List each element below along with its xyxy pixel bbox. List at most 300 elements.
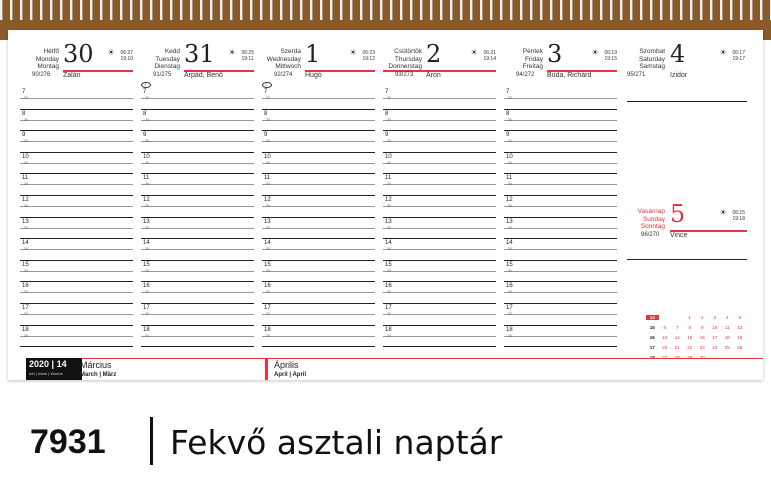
half-hour-line [504, 292, 617, 293]
hour-label: 8 [385, 110, 389, 117]
calendar-date: 16 [699, 334, 705, 340]
week-number: 15 [649, 324, 655, 330]
calendar-date: 13 [662, 334, 668, 340]
month-march: Március March | März [80, 360, 117, 378]
half-hour-line [20, 141, 133, 142]
hour-label: 18 [264, 326, 271, 333]
hour-label: 7 [506, 89, 510, 95]
half-hour-line [383, 184, 496, 185]
half-hour-line [383, 292, 496, 293]
hour-label: 7 [22, 89, 26, 95]
calendar-date: 23 [699, 344, 705, 350]
half-hour-label: 30 [145, 160, 149, 165]
hour-label: 13 [385, 218, 392, 225]
half-hour-line [504, 184, 617, 185]
hour-row[interactable] [141, 131, 254, 153]
hour-label: 14 [22, 240, 29, 247]
hour-row[interactable] [262, 196, 375, 218]
hour-label: 11 [506, 175, 513, 182]
hour-label: 12 [22, 196, 29, 203]
hour-row[interactable] [141, 282, 254, 304]
half-hour-line [383, 160, 496, 165]
day-names: Kedd Tuesday Dienstag [154, 48, 180, 70]
calendar-date: 15 [687, 334, 693, 340]
half-hour-line [383, 117, 496, 122]
calendar-date: 9 [700, 324, 704, 330]
half-hour-label: 30 [508, 290, 512, 295]
hour-row[interactable] [20, 326, 133, 348]
calendar-date: 1 [688, 314, 691, 320]
hour-row[interactable] [383, 88, 496, 110]
half-hour-label: 30 [387, 290, 391, 295]
half-hour-label: 30 [24, 139, 28, 144]
calendar-page [8, 30, 763, 380]
half-hour-line [20, 160, 133, 165]
hour-lines [504, 88, 617, 347]
hour-row[interactable] [20, 174, 133, 196]
hour-row[interactable] [20, 131, 133, 153]
product-caption [0, 395, 771, 487]
day-header [383, 40, 496, 80]
hour-row[interactable] [141, 261, 254, 283]
caption-separator [150, 417, 153, 465]
half-hour-line [20, 292, 133, 293]
half-hour-label: 30 [508, 268, 512, 273]
hour-label: 10 [385, 153, 392, 160]
hour-row[interactable] [262, 88, 375, 110]
sun-icon: ☀ [107, 48, 115, 57]
half-hour-line [504, 160, 617, 165]
day-number: 3 [547, 40, 563, 68]
nameday: Zalán [63, 72, 81, 79]
half-hour-label: 30 [387, 117, 391, 122]
half-hour-label: 30 [24, 203, 28, 208]
hour-label: 18 [143, 326, 150, 333]
hour-label: 18 [385, 326, 392, 333]
week-number: 14 [646, 315, 659, 320]
calendar-date: 10 [712, 324, 718, 330]
calendar-date: 20 [662, 344, 668, 350]
calendar-date: 3 [713, 314, 716, 320]
hour-row[interactable] [262, 261, 375, 283]
hour-row[interactable] [20, 196, 133, 218]
footer-rule [26, 358, 763, 359]
hour-label: 16 [143, 283, 150, 290]
half-hour-line [262, 117, 375, 122]
hour-label: 17 [385, 304, 392, 311]
half-hour-label: 30 [387, 247, 391, 252]
hour-row[interactable] [383, 218, 496, 240]
half-hour-line [262, 98, 375, 99]
hour-row[interactable] [504, 131, 617, 153]
half-hour-label: 30 [24, 333, 28, 338]
half-hour-line [141, 141, 254, 142]
half-hour-label: 30 [145, 182, 149, 187]
sun-times: ☀ 06:21 19:14 [470, 48, 496, 62]
half-hour-label: 30 [145, 225, 149, 230]
sun-times: ☀ 06:19 19:15 [591, 48, 617, 62]
half-hour-line [262, 333, 375, 338]
hour-row[interactable] [383, 282, 496, 304]
hour-row[interactable] [262, 239, 375, 261]
half-hour-line [504, 141, 617, 142]
product-code: 7931 [30, 423, 106, 461]
hour-label: 18 [22, 326, 29, 333]
hour-row[interactable] [20, 88, 133, 110]
sun-times: ☀ 06:17 19:17 [719, 48, 745, 62]
hour-label: 9 [385, 132, 389, 139]
hour-row[interactable] [141, 174, 254, 196]
nameday: Hugó [305, 72, 322, 79]
hour-row[interactable] [504, 218, 617, 240]
hour-label: 14 [143, 240, 150, 247]
sun-times: ☀ 06:25 19:11 [228, 48, 254, 62]
mini-calendar [646, 312, 756, 362]
hour-label: 16 [506, 283, 513, 290]
calendar-date: 21 [674, 344, 680, 350]
hour-row[interactable] [383, 196, 496, 218]
half-hour-label: 30 [145, 290, 149, 295]
hour-row[interactable] [262, 131, 375, 153]
half-hour-line [383, 141, 496, 142]
day-of-year: 95/271 [627, 72, 646, 78]
half-hour-label: 30 [24, 290, 28, 295]
half-hour-line [504, 249, 617, 250]
hour-row[interactable] [20, 110, 133, 132]
nameday: Buda, Richárd [547, 72, 592, 79]
half-hour-label: 30 [266, 96, 270, 100]
year-week-label [26, 358, 82, 380]
hour-row[interactable] [383, 153, 496, 175]
half-hour-label: 30 [387, 333, 391, 338]
half-hour-line [20, 184, 133, 185]
day-names: Szombat Saturday Samstag [638, 48, 665, 70]
hour-row[interactable] [504, 282, 617, 304]
hour-label: 8 [506, 110, 510, 117]
half-hour-line [504, 203, 617, 208]
day-column [20, 30, 133, 352]
day-number: 30 [63, 40, 94, 68]
half-hour-line [504, 98, 617, 99]
day-header [141, 40, 254, 87]
hour-label: 14 [264, 240, 271, 247]
week-legend: hét | week | Woche [29, 371, 63, 376]
hour-label: 11 [385, 175, 392, 182]
half-hour-label: 30 [24, 182, 28, 187]
half-hour-line [262, 225, 375, 230]
hour-row[interactable] [20, 218, 133, 240]
day-column [262, 30, 375, 352]
hour-row[interactable] [141, 304, 254, 326]
calendar-date: 6 [663, 324, 666, 330]
half-hour-label: 30 [266, 203, 270, 208]
day-names: Péntek Friday Freitag [522, 48, 543, 70]
half-hour-label: 30 [508, 117, 512, 122]
spiral-rings [0, 0, 771, 20]
day-number: 5 [670, 200, 686, 228]
hour-row[interactable] [504, 196, 617, 218]
writing-line[interactable] [627, 88, 747, 102]
hour-label: 7 [143, 89, 147, 95]
half-hour-line [504, 225, 617, 230]
calendar-date: 18 [724, 334, 730, 340]
mini-calendar-row [646, 332, 756, 342]
half-hour-label: 30 [266, 311, 270, 316]
hour-row[interactable] [20, 153, 133, 175]
sun-times: ☀ 06:27 19:10 [107, 48, 133, 62]
hour-row[interactable] [141, 110, 254, 132]
half-hour-label: 30 [508, 96, 512, 100]
hour-row[interactable] [141, 218, 254, 240]
half-hour-label: 30 [24, 225, 28, 230]
hour-label: 13 [264, 218, 271, 225]
month-divider [265, 358, 268, 380]
half-hour-label: 30 [24, 160, 28, 165]
half-hour-label: 30 [145, 247, 149, 252]
half-hour-line [504, 333, 617, 338]
half-hour-line [262, 249, 375, 250]
footer-bar [8, 358, 763, 380]
sunday-header [627, 200, 753, 240]
saturday-header [627, 40, 753, 80]
moon-phase-icon: ☾ [141, 82, 151, 88]
hour-label: 7 [264, 89, 268, 95]
calendar-date: 26 [737, 344, 743, 350]
hour-row[interactable] [504, 239, 617, 261]
half-hour-line [262, 141, 375, 142]
day-of-year: 91/275 [153, 72, 172, 78]
half-hour-label: 30 [266, 182, 270, 187]
hour-label: 12 [264, 196, 271, 203]
day-number: 31 [184, 40, 215, 68]
day-number: 1 [305, 40, 321, 68]
hour-row[interactable] [383, 326, 496, 348]
half-hour-label: 30 [387, 139, 391, 144]
half-hour-line [383, 249, 496, 250]
hour-label: 10 [143, 153, 150, 160]
half-hour-label: 30 [24, 268, 28, 273]
half-hour-label: 30 [266, 225, 270, 230]
mini-calendar-row [646, 322, 756, 332]
half-hour-label: 30 [145, 333, 149, 338]
half-hour-label: 30 [145, 268, 149, 273]
hour-row[interactable] [262, 304, 375, 326]
hour-row[interactable] [141, 196, 254, 218]
calendar-date: 25 [724, 344, 730, 350]
half-hour-line [20, 203, 133, 208]
hour-row[interactable] [504, 174, 617, 196]
half-hour-label: 30 [508, 139, 512, 144]
calendar-date: 19 [737, 334, 743, 340]
half-hour-line [141, 268, 254, 273]
hour-row[interactable] [504, 326, 617, 348]
sun-times: ☀ 06:23 19:12 [349, 48, 375, 62]
sun-icon: ☀ [719, 48, 727, 57]
sun-icon: ☀ [591, 48, 599, 57]
half-hour-label: 30 [387, 225, 391, 230]
calendar-date: 11 [724, 324, 730, 330]
half-hour-line [262, 184, 375, 185]
half-hour-line [141, 160, 254, 165]
hour-row[interactable] [262, 110, 375, 132]
hour-row[interactable] [20, 261, 133, 283]
half-hour-line [20, 98, 133, 99]
month-april: Április April | April [274, 360, 307, 378]
hour-row[interactable] [383, 174, 496, 196]
calendar-date: 30 [699, 354, 705, 360]
half-hour-label: 30 [387, 96, 391, 100]
hour-label: 15 [22, 261, 29, 268]
hour-label: 13 [506, 218, 513, 225]
half-hour-line [504, 117, 617, 122]
half-hour-line [504, 268, 617, 273]
sunday-lines [627, 246, 747, 260]
half-hour-label: 30 [145, 203, 149, 208]
hour-label: 15 [264, 261, 271, 268]
hour-row[interactable] [262, 282, 375, 304]
hour-row[interactable] [141, 153, 254, 175]
writing-line[interactable] [627, 246, 747, 260]
hour-label: 15 [506, 261, 513, 268]
hour-label: 11 [22, 175, 29, 182]
hour-row[interactable] [262, 326, 375, 348]
half-hour-label: 30 [24, 96, 28, 100]
half-hour-line [262, 311, 375, 316]
hour-lines [262, 88, 375, 347]
hour-label: 13 [143, 218, 150, 225]
hour-label: 11 [143, 175, 150, 182]
calendar-date: 8 [688, 324, 691, 330]
nameday: Árpád, Benő [184, 72, 223, 79]
half-hour-line [20, 268, 133, 273]
calendar-date: 22 [687, 344, 693, 350]
day-header [20, 40, 133, 80]
hour-row[interactable] [141, 239, 254, 261]
hour-label: 8 [22, 110, 26, 117]
hour-row[interactable] [504, 304, 617, 326]
calendar-date: 17 [712, 334, 718, 340]
half-hour-line [141, 117, 254, 122]
half-hour-line [383, 333, 496, 338]
day-names: Szerda Wednesday Mittwoch [266, 48, 301, 70]
hour-row[interactable] [383, 261, 496, 283]
mini-calendar-row [646, 342, 756, 352]
hour-row[interactable] [504, 261, 617, 283]
half-hour-label: 30 [266, 160, 270, 165]
half-hour-label: 30 [266, 290, 270, 295]
product-title: Fekvő asztali naptár [170, 423, 503, 462]
hour-label: 9 [506, 132, 510, 139]
hour-row[interactable] [20, 239, 133, 261]
hour-row[interactable] [504, 110, 617, 132]
half-hour-label: 30 [145, 139, 149, 144]
half-hour-line [141, 203, 254, 208]
half-hour-line [20, 117, 133, 122]
hour-row[interactable] [262, 174, 375, 196]
half-hour-line [141, 333, 254, 338]
day-number: 2 [426, 40, 442, 68]
half-hour-label: 30 [266, 117, 270, 122]
hour-label: 10 [22, 153, 29, 160]
day-of-year: 90/276 [32, 72, 51, 78]
hour-row[interactable] [20, 304, 133, 326]
half-hour-label: 30 [24, 311, 28, 316]
hour-label: 18 [506, 326, 513, 333]
half-hour-label: 30 [387, 268, 391, 273]
hour-lines [383, 88, 496, 347]
hour-row[interactable] [383, 131, 496, 153]
calendar-date: 29 [687, 354, 693, 360]
hour-label: 10 [264, 153, 271, 160]
hour-row[interactable] [383, 304, 496, 326]
half-hour-line [383, 268, 496, 273]
calendar-date: 24 [712, 344, 718, 350]
sun-icon: ☀ [719, 208, 727, 217]
hour-row[interactable] [383, 239, 496, 261]
half-hour-label: 30 [508, 203, 512, 208]
half-hour-line [141, 98, 254, 99]
hour-label: 9 [143, 132, 147, 139]
half-hour-line [20, 333, 133, 338]
half-hour-line [20, 225, 133, 230]
hour-label: 11 [264, 175, 271, 182]
half-hour-line [262, 160, 375, 165]
hour-label: 17 [143, 304, 150, 311]
day-of-year: 92/274 [274, 72, 293, 78]
week-number: 18 [649, 354, 655, 360]
half-hour-line [141, 249, 254, 250]
hour-label: 16 [264, 283, 271, 290]
half-hour-line [262, 292, 375, 293]
half-hour-label: 30 [266, 139, 270, 144]
hour-row[interactable] [141, 326, 254, 348]
week-number: 16 [649, 334, 655, 340]
sun-icon: ☀ [228, 48, 236, 57]
hour-label: 17 [506, 304, 513, 311]
hour-row[interactable] [504, 88, 617, 110]
calendar-date: 5 [738, 314, 741, 320]
year-week: 2020 | 14 [29, 359, 67, 369]
hour-label: 7 [385, 89, 389, 95]
hour-row[interactable] [262, 218, 375, 240]
calendar-date: 28 [674, 354, 680, 360]
nameday: Vince [670, 232, 688, 239]
half-hour-label: 30 [266, 247, 270, 252]
calendar-date: 14 [674, 334, 680, 340]
calendar-date: 12 [737, 324, 743, 330]
half-hour-label: 30 [387, 311, 391, 316]
day-header [262, 40, 375, 87]
hour-label: 13 [22, 218, 29, 225]
hour-row[interactable] [383, 110, 496, 132]
hour-row[interactable] [141, 88, 254, 110]
day-column [504, 30, 617, 352]
hour-label: 15 [143, 261, 150, 268]
day-of-year: 93/273 [395, 72, 414, 78]
hour-label: 14 [506, 240, 513, 247]
hour-row[interactable] [262, 153, 375, 175]
saturday-lines [627, 88, 747, 102]
hour-label: 12 [506, 196, 513, 203]
hour-lines [20, 88, 133, 347]
hour-row[interactable] [20, 282, 133, 304]
half-hour-label: 30 [508, 247, 512, 252]
half-hour-line [262, 203, 375, 208]
day-names: Hétfő Monday Montag [35, 48, 59, 70]
half-hour-label: 30 [387, 203, 391, 208]
hour-row[interactable] [504, 153, 617, 175]
sun-icon: ☀ [470, 48, 478, 57]
